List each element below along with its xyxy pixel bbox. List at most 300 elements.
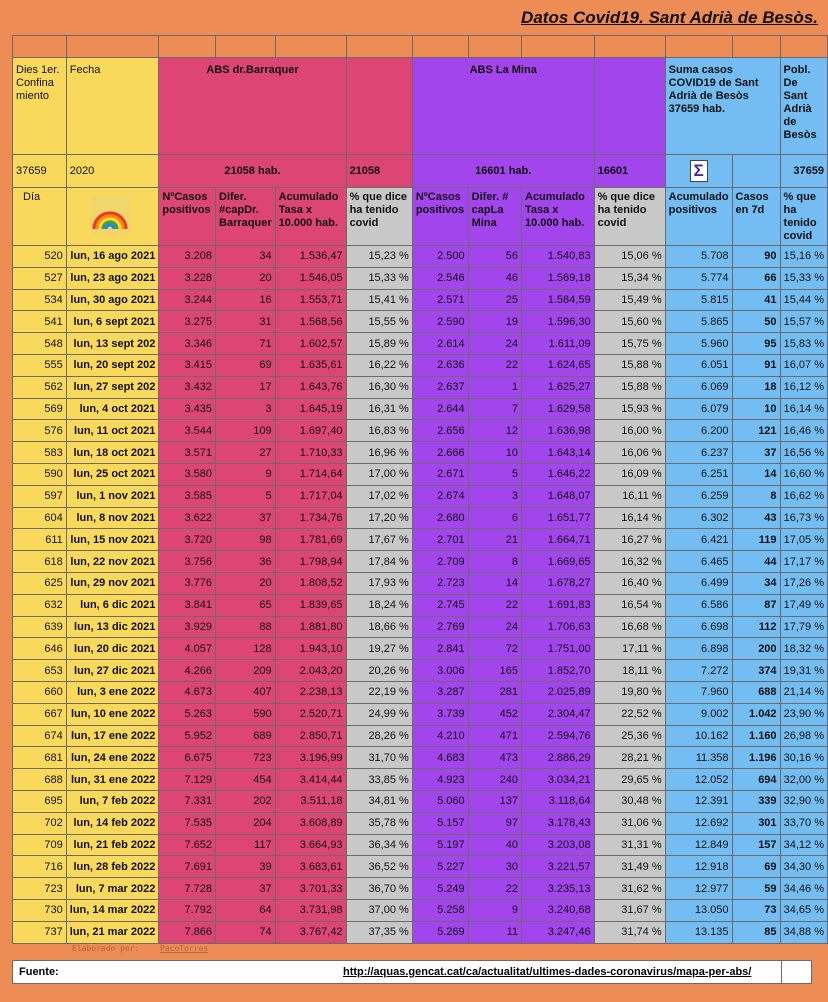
cell-fecha: lun, 3 ene 2022 [66, 681, 159, 703]
cell-difer-barraquer: 5 [216, 485, 276, 507]
cell-difer-barraquer: 31 [216, 311, 276, 333]
cell-acum-mina: 1.691,83 [522, 594, 595, 616]
cell-pct-barraquer: 15,23 % [346, 246, 412, 268]
cell-casos-barraquer: 7.792 [159, 899, 216, 921]
cell-acum-mina: 1.629,58 [522, 398, 595, 420]
sigma-icon: Σ [690, 160, 708, 182]
cell-pct-mina: 16,11 % [594, 485, 665, 507]
cell-casos-7d: 112 [732, 616, 780, 638]
cell-casos-mina: 2.671 [412, 463, 468, 485]
cell-fecha: lun, 27 dic 2021 [66, 660, 159, 682]
cell-acum-barraquer: 1.602,57 [275, 333, 346, 355]
cell-difer-mina: 19 [468, 311, 521, 333]
cell-difer-barraquer: 37 [216, 878, 276, 900]
cell-pct-barraquer: 37,35 % [346, 921, 412, 943]
cell-acum-barraquer: 3.511,18 [275, 790, 346, 812]
abs-mina-header: ABS La Mina [412, 58, 594, 155]
cell-fecha: lun, 10 ene 2022 [66, 703, 159, 725]
table-row [13, 463, 828, 485]
cell-pct-total: 16,14 % [780, 398, 827, 420]
cell-difer-mina: 473 [468, 747, 521, 769]
cell-pct-mina: 25,36 % [594, 725, 665, 747]
cell-pct-total: 17,17 % [780, 551, 827, 573]
cell-casos-barraquer: 3.756 [159, 551, 216, 573]
cell-acum-mina: 3.034,21 [522, 769, 595, 791]
rainbow-icon [90, 195, 130, 235]
cell-acum-barraquer: 3.683,61 [275, 856, 346, 878]
cell-casos-7d: 339 [732, 790, 780, 812]
cell-pct-barraquer: 20,26 % [346, 660, 412, 682]
table-row [13, 529, 828, 551]
cell-difer-barraquer: 454 [216, 769, 276, 791]
cell-difer-barraquer: 34 [216, 246, 276, 268]
cell-pct-mina: 16,32 % [594, 551, 665, 573]
cell-acum-positivos: 10.162 [665, 725, 732, 747]
cell-acum-mina: 1.584,59 [522, 289, 595, 311]
cell-pct-barraquer: 16,22 % [346, 354, 412, 376]
cell-pct-barraquer: 36,52 % [346, 856, 412, 878]
cell-acum-mina: 1.643,14 [522, 442, 595, 464]
cell-casos-7d: 14 [732, 463, 780, 485]
col-casos-barraquer: NºCasos positivos [159, 188, 216, 246]
cell-dia: 611 [13, 529, 67, 551]
table-row [13, 638, 828, 660]
rainbow-cell [66, 188, 159, 246]
cell-acum-positivos: 9.002 [665, 703, 732, 725]
cell-acum-barraquer: 2.850,71 [275, 725, 346, 747]
col-pct-total: % que ha tenido covid [780, 188, 827, 246]
cell-pct-mina: 31,67 % [594, 899, 665, 921]
cell-pct-mina: 15,93 % [594, 398, 665, 420]
cell-difer-barraquer: 69 [216, 354, 276, 376]
cell-casos-barraquer: 7.331 [159, 790, 216, 812]
cell-casos-barraquer: 7.728 [159, 878, 216, 900]
cell-fecha: lun, 13 dic 2021 [66, 616, 159, 638]
cell-acum-mina: 1.648,07 [522, 485, 595, 507]
cell-pct-total: 32,00 % [780, 769, 827, 791]
cell-fecha: lun, 29 nov 2021 [66, 572, 159, 594]
cell-acum-barraquer: 1.645,19 [275, 398, 346, 420]
cell-acum-barraquer: 3.731,98 [275, 899, 346, 921]
cell-acum-barraquer: 1.798,94 [275, 551, 346, 573]
cell-casos-barraquer: 3.585 [159, 485, 216, 507]
cell-fecha: lun, 20 sept 202 [66, 354, 159, 376]
cell-acum-mina: 3.247,46 [522, 921, 595, 943]
cell-casos-barraquer: 5.952 [159, 725, 216, 747]
cell-casos-barraquer: 3.571 [159, 442, 216, 464]
cell-casos-7d: 1.160 [732, 725, 780, 747]
cell-casos-mina: 4.210 [412, 725, 468, 747]
cell-fecha: lun, 16 ago 2021 [66, 246, 159, 268]
cell-casos-7d: 119 [732, 529, 780, 551]
cell-pct-mina: 16,40 % [594, 572, 665, 594]
cell-pct-total: 34,88 % [780, 921, 827, 943]
cell-casos-mina: 2.590 [412, 311, 468, 333]
cell-dia: 534 [13, 289, 67, 311]
cell-difer-barraquer: 689 [216, 725, 276, 747]
cell-acum-barraquer: 3.767,42 [275, 921, 346, 943]
cell-acum-mina: 1.706,63 [522, 616, 595, 638]
cell-acum-positivos: 7.272 [665, 660, 732, 682]
cell-pct-total: 16,12 % [780, 376, 827, 398]
cell-casos-barraquer: 3.841 [159, 594, 216, 616]
table-row [13, 812, 828, 834]
table-row [13, 747, 828, 769]
cell-pct-barraquer: 16,30 % [346, 376, 412, 398]
cell-difer-mina: 9 [468, 899, 521, 921]
cell-casos-barraquer: 3.776 [159, 572, 216, 594]
cell-pct-mina: 16,09 % [594, 463, 665, 485]
cell-acum-positivos: 12.692 [665, 812, 732, 834]
cell-pct-mina: 16,68 % [594, 616, 665, 638]
cell-difer-mina: 22 [468, 878, 521, 900]
cell-fecha: lun, 18 oct 2021 [66, 442, 159, 464]
cell-pct-barraquer: 17,67 % [346, 529, 412, 551]
cell-difer-barraquer: 590 [216, 703, 276, 725]
cell-acum-positivos: 6.499 [665, 572, 732, 594]
cell-casos-mina: 3.739 [412, 703, 468, 725]
cell-casos-barraquer: 3.244 [159, 289, 216, 311]
cell-pct-total: 34,12 % [780, 834, 827, 856]
cell-casos-mina: 2.614 [412, 333, 468, 355]
cell-casos-mina: 2.546 [412, 267, 468, 289]
cell-casos-7d: 121 [732, 420, 780, 442]
cell-fecha: lun, 23 ago 2021 [66, 267, 159, 289]
cell-fecha: lun, 15 nov 2021 [66, 529, 159, 551]
cell-casos-mina: 2.680 [412, 507, 468, 529]
cell-acum-barraquer: 1.717,04 [275, 485, 346, 507]
cell-pct-mina: 22,52 % [594, 703, 665, 725]
cell-difer-mina: 137 [468, 790, 521, 812]
cell-pct-mina: 31,74 % [594, 921, 665, 943]
cell-pct-total: 19,31 % [780, 660, 827, 682]
table-row [13, 398, 828, 420]
col-casos-mina: NºCasos positivos [412, 188, 468, 246]
cell-pct-total: 15,57 % [780, 311, 827, 333]
credit-name: PacoTorres [160, 944, 209, 953]
cell-difer-mina: 56 [468, 246, 521, 268]
cell-pct-mina: 17,11 % [594, 638, 665, 660]
cell-pct-total: 16,46 % [780, 420, 827, 442]
table-row [13, 834, 828, 856]
table-row [13, 594, 828, 616]
cell-pct-barraquer: 17,84 % [346, 551, 412, 573]
cell-casos-7d: 34 [732, 572, 780, 594]
cell-dia: 730 [13, 899, 67, 921]
cell-difer-barraquer: 17 [216, 376, 276, 398]
cell-casos-mina: 5.227 [412, 856, 468, 878]
cell-difer-barraquer: 109 [216, 420, 276, 442]
cell-acum-mina: 2.886,29 [522, 747, 595, 769]
cell-acum-positivos: 6.200 [665, 420, 732, 442]
cell-pct-mina: 15,49 % [594, 289, 665, 311]
cell-pct-total: 15,44 % [780, 289, 827, 311]
col-acum-barraquer: Acumulado Tasa x 10.000 hab. [275, 188, 346, 246]
cell-acum-positivos: 6.237 [665, 442, 732, 464]
cell-acum-mina: 1.611,09 [522, 333, 595, 355]
cell-acum-barraquer: 2.043,20 [275, 660, 346, 682]
cell-casos-7d: 18 [732, 376, 780, 398]
cell-casos-barraquer: 5.263 [159, 703, 216, 725]
cell-pct-mina: 31,49 % [594, 856, 665, 878]
cell-dia: 646 [13, 638, 67, 660]
cell-casos-mina: 5.249 [412, 878, 468, 900]
table-row [13, 769, 828, 791]
cell-acum-barraquer: 1.808,52 [275, 572, 346, 594]
cell-fecha: lun, 1 nov 2021 [66, 485, 159, 507]
cell-casos-barraquer: 3.275 [159, 311, 216, 333]
cell-acum-mina: 3.235,13 [522, 878, 595, 900]
cell-difer-barraquer: 723 [216, 747, 276, 769]
cell-pct-barraquer: 18,66 % [346, 616, 412, 638]
cell-acum-mina: 2.594,76 [522, 725, 595, 747]
cell-fecha: lun, 14 mar 2022 [66, 899, 159, 921]
cell-difer-mina: 97 [468, 812, 521, 834]
cell-acum-positivos: 6.259 [665, 485, 732, 507]
spacer-row [13, 36, 828, 58]
abs-barraquer-header: ABS dr.Barraquer [159, 58, 346, 155]
cell-fecha: lun, 24 ene 2022 [66, 747, 159, 769]
table-row [13, 246, 828, 268]
cell-difer-mina: 14 [468, 572, 521, 594]
table-row [13, 878, 828, 900]
cell-casos-mina: 2.636 [412, 354, 468, 376]
cell-acum-barraquer: 1.781,69 [275, 529, 346, 551]
cell-casos-7d: 301 [732, 812, 780, 834]
cell-pct-barraquer: 15,55 % [346, 311, 412, 333]
cell-pct-barraquer: 15,41 % [346, 289, 412, 311]
data-rows [13, 246, 828, 944]
cell-pct-mina: 15,75 % [594, 333, 665, 355]
cell-dia: 604 [13, 507, 67, 529]
cell-acum-mina: 3.240,68 [522, 899, 595, 921]
cell-fecha: lun, 25 oct 2021 [66, 463, 159, 485]
cell-pct-barraquer: 16,83 % [346, 420, 412, 442]
col-difer-mina: Difer. # capLa Mina [468, 188, 521, 246]
cell-pct-total: 17,05 % [780, 529, 827, 551]
cell-difer-barraquer: 27 [216, 442, 276, 464]
table-row [13, 485, 828, 507]
cell-pct-mina: 31,06 % [594, 812, 665, 834]
cell-dia: 737 [13, 921, 67, 943]
table-row [13, 660, 828, 682]
cell-casos-barraquer: 4.673 [159, 681, 216, 703]
cell-acum-mina: 1.651,77 [522, 507, 595, 529]
col-acum-mina: Acumulado Tasa x 10.000 hab. [522, 188, 595, 246]
cell-casos-mina: 2.637 [412, 376, 468, 398]
cell-casos-7d: 95 [732, 333, 780, 355]
sigma-blank [732, 155, 780, 188]
cell-acum-mina: 1.646,22 [522, 463, 595, 485]
cell-casos-7d: 41 [732, 289, 780, 311]
cell-casos-mina: 5.060 [412, 790, 468, 812]
cell-acum-positivos: 6.069 [665, 376, 732, 398]
cell-difer-mina: 72 [468, 638, 521, 660]
cell-casos-mina: 2.656 [412, 420, 468, 442]
cell-difer-mina: 5 [468, 463, 521, 485]
cell-pct-total: 17,26 % [780, 572, 827, 594]
cell-pct-total: 33,70 % [780, 812, 827, 834]
cell-difer-barraquer: 65 [216, 594, 276, 616]
cell-difer-mina: 22 [468, 354, 521, 376]
cell-pct-total: 34,30 % [780, 856, 827, 878]
pobl-value: 37659 [780, 155, 827, 188]
cell-difer-mina: 1 [468, 376, 521, 398]
cell-difer-mina: 165 [468, 660, 521, 682]
dies-header: Dies 1er. Confina miento [13, 58, 67, 155]
barraquer-blank-header [346, 58, 412, 155]
cell-pct-barraquer: 17,93 % [346, 572, 412, 594]
cell-casos-barraquer: 3.346 [159, 333, 216, 355]
cell-acum-mina: 1.569,18 [522, 267, 595, 289]
cell-acum-mina: 2.304,47 [522, 703, 595, 725]
table-row [13, 790, 828, 812]
cell-acum-positivos: 5.815 [665, 289, 732, 311]
cell-acum-positivos: 6.898 [665, 638, 732, 660]
cell-casos-barraquer: 3.720 [159, 529, 216, 551]
cell-casos-7d: 50 [732, 311, 780, 333]
cell-casos-mina: 2.723 [412, 572, 468, 594]
cell-difer-barraquer: 88 [216, 616, 276, 638]
cell-casos-barraquer: 7.129 [159, 769, 216, 791]
table-row [13, 354, 828, 376]
cell-casos-mina: 4.923 [412, 769, 468, 791]
dies-value: 37659 [13, 155, 67, 188]
cell-casos-barraquer: 7.866 [159, 921, 216, 943]
cell-casos-7d: 73 [732, 899, 780, 921]
cell-casos-barraquer: 3.929 [159, 616, 216, 638]
cell-casos-mina: 3.287 [412, 681, 468, 703]
cell-difer-mina: 24 [468, 616, 521, 638]
cell-acum-barraquer: 1.568,56 [275, 311, 346, 333]
cell-pct-total: 17,79 % [780, 616, 827, 638]
cell-casos-barraquer: 4.057 [159, 638, 216, 660]
cell-casos-barraquer: 4.266 [159, 660, 216, 682]
cell-casos-barraquer: 6.675 [159, 747, 216, 769]
cell-acum-positivos: 13.135 [665, 921, 732, 943]
cell-difer-barraquer: 98 [216, 529, 276, 551]
cell-acum-barraquer: 3.701,33 [275, 878, 346, 900]
cell-pct-mina: 31,31 % [594, 834, 665, 856]
cell-casos-mina: 2.841 [412, 638, 468, 660]
cell-pct-total: 15,16 % [780, 246, 827, 268]
cell-acum-mina: 2.025,89 [522, 681, 595, 703]
cell-fecha: lun, 11 oct 2021 [66, 420, 159, 442]
cell-difer-barraquer: 39 [216, 856, 276, 878]
cell-acum-barraquer: 2.238,13 [275, 681, 346, 703]
mina-blank-header [594, 58, 665, 155]
cell-casos-7d: 8 [732, 485, 780, 507]
cell-difer-mina: 240 [468, 769, 521, 791]
cell-pct-barraquer: 18,24 % [346, 594, 412, 616]
cell-acum-positivos: 5.708 [665, 246, 732, 268]
cell-difer-barraquer: 71 [216, 333, 276, 355]
cell-acum-barraquer: 1.697,40 [275, 420, 346, 442]
cell-dia: 653 [13, 660, 67, 682]
cell-difer-mina: 11 [468, 921, 521, 943]
cell-acum-mina: 3.178,43 [522, 812, 595, 834]
cell-difer-barraquer: 20 [216, 267, 276, 289]
cell-acum-barraquer: 1.536,47 [275, 246, 346, 268]
cell-dia: 639 [13, 616, 67, 638]
cell-pct-total: 32,90 % [780, 790, 827, 812]
table-row [13, 725, 828, 747]
cell-casos-mina: 2.674 [412, 485, 468, 507]
cell-acum-barraquer: 1.546,05 [275, 267, 346, 289]
cell-pct-mina: 15,88 % [594, 354, 665, 376]
cell-difer-barraquer: 20 [216, 572, 276, 594]
table-row [13, 289, 828, 311]
cell-pct-barraquer: 16,96 % [346, 442, 412, 464]
cell-pct-mina: 28,21 % [594, 747, 665, 769]
cell-casos-7d: 44 [732, 551, 780, 573]
cell-acum-mina: 1.624,65 [522, 354, 595, 376]
cell-fecha: lun, 21 mar 2022 [66, 921, 159, 943]
cell-casos-7d: 1.196 [732, 747, 780, 769]
cell-acum-positivos: 12.052 [665, 769, 732, 791]
cell-difer-mina: 281 [468, 681, 521, 703]
cell-pct-mina: 19,80 % [594, 681, 665, 703]
source-link[interactable]: http://aquas.gencat.cat/ca/actualitat/ultimes-dades-coronavirus/mapa-per-abs/ [343, 966, 752, 978]
covid-data-table [12, 35, 828, 944]
cell-pct-mina: 15,34 % [594, 267, 665, 289]
table-row [13, 551, 828, 573]
cell-casos-mina: 2.769 [412, 616, 468, 638]
cell-acum-barraquer: 3.196,99 [275, 747, 346, 769]
cell-fecha: lun, 13 sept 202 [66, 333, 159, 355]
cell-pct-barraquer: 19,27 % [346, 638, 412, 660]
cell-dia: 590 [13, 463, 67, 485]
cell-pct-mina: 16,00 % [594, 420, 665, 442]
cell-acum-positivos: 6.051 [665, 354, 732, 376]
cell-difer-mina: 471 [468, 725, 521, 747]
cell-casos-7d: 37 [732, 442, 780, 464]
cell-casos-7d: 1.042 [732, 703, 780, 725]
cell-fecha: lun, 4 oct 2021 [66, 398, 159, 420]
table-row [13, 376, 828, 398]
cell-pct-barraquer: 16,31 % [346, 398, 412, 420]
cell-difer-barraquer: 16 [216, 289, 276, 311]
table-row [13, 703, 828, 725]
table-row [13, 856, 828, 878]
cell-fecha: lun, 30 ago 2021 [66, 289, 159, 311]
cell-difer-barraquer: 209 [216, 660, 276, 682]
cell-difer-barraquer: 3 [216, 398, 276, 420]
cell-difer-barraquer: 117 [216, 834, 276, 856]
cell-pct-total: 34,46 % [780, 878, 827, 900]
cell-difer-barraquer: 128 [216, 638, 276, 660]
cell-acum-positivos: 5.865 [665, 311, 732, 333]
cell-acum-barraquer: 1.710,33 [275, 442, 346, 464]
cell-acum-positivos: 6.698 [665, 616, 732, 638]
cell-difer-mina: 22 [468, 594, 521, 616]
cell-fecha: lun, 22 nov 2021 [66, 551, 159, 573]
cell-pct-barraquer: 36,34 % [346, 834, 412, 856]
cell-pct-total: 17,49 % [780, 594, 827, 616]
cell-pct-mina: 15,06 % [594, 246, 665, 268]
cell-acum-mina: 1.596,30 [522, 311, 595, 333]
cell-fecha: lun, 8 nov 2021 [66, 507, 159, 529]
cell-acum-mina: 1.636,98 [522, 420, 595, 442]
cell-casos-mina: 5.157 [412, 812, 468, 834]
cell-acum-barraquer: 2.520,71 [275, 703, 346, 725]
cell-casos-barraquer: 3.432 [159, 376, 216, 398]
barraquer-population: 21058 hab. [159, 155, 346, 188]
cell-dia: 674 [13, 725, 67, 747]
cell-acum-barraquer: 1.839,65 [275, 594, 346, 616]
cell-pct-barraquer: 34,81 % [346, 790, 412, 812]
cell-acum-positivos: 12.391 [665, 790, 732, 812]
